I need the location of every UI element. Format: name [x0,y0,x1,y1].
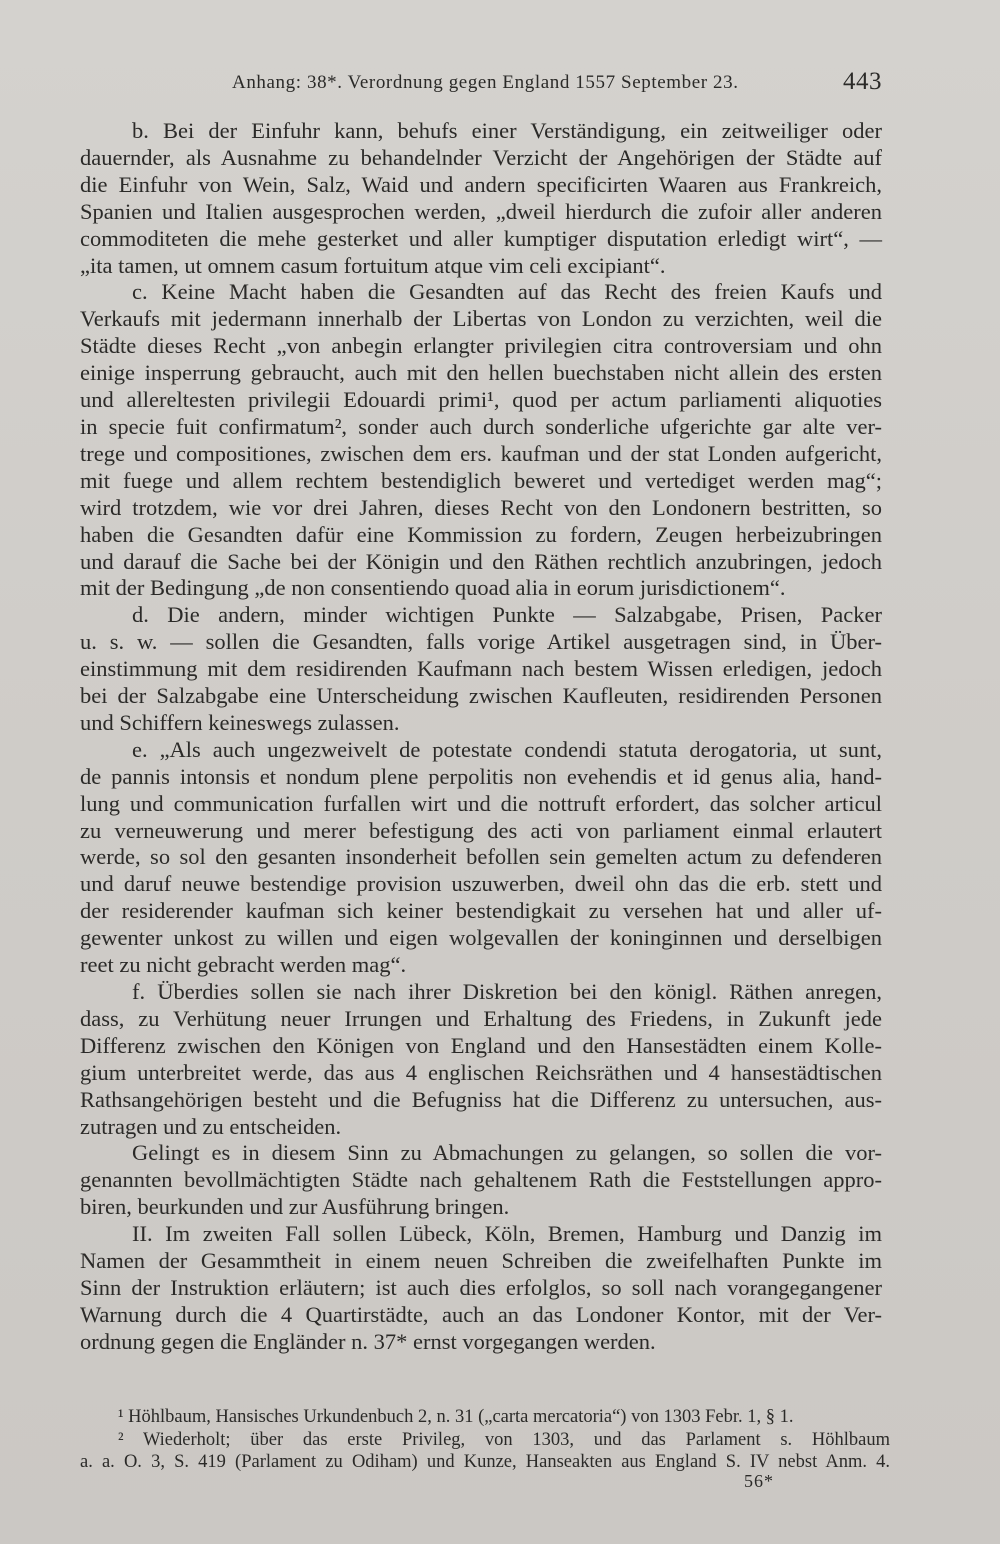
text-line: zu verneuwerung und merer befestigung des acti von parliament einmal erlautert [80,817,882,843]
text-line: und Schiffern keineswegs zulassen. [80,709,400,735]
paragraph-b [80,118,882,279]
text-line: werde, so sol den gesanten insonderheit befollen sein gemelten actum zu defenderen [80,844,882,870]
text-line: einstimmung mit dem residirenden Kaufmann nach bestem Wissen erledigen, jedoch [80,656,882,682]
paragraph-conclusion [80,1140,882,1221]
paragraph-e [80,737,882,979]
text-line: de pannis intonsis et nondum plene perpolitis non evehendis et id genus alia, hand- [80,763,882,789]
text-line: gium unterbreitet werde, das aus 4 englischen Reichsräthen und 4 hansestädtischen [80,1059,882,1085]
text-line: Gelingt es in diesem Sinn zu Abmachungen zu gelangen, so sollen die vor- [132,1140,882,1166]
text-line: e. „Als auch ungezweivelt de potestate condendi statuta derogatoria, ut sunt, [132,736,882,762]
text-line: haben die Gesandten dafür eine Kommission zu fordern, Zeugen herbeizubringen [80,521,882,547]
text-line: bei der Salzabgabe eine Unterscheidung zwischen Kaufleuten, residirenden Personen [80,683,882,709]
page-number: 443 [843,68,882,95]
text-line: Spanien und Italien ausgesprochen werden, „dweil hierdurch die zufoir aller anderen [80,198,882,224]
text-line: Städte dieses Recht „von anbegin erlangter privilegien citra controversiam und ohn [80,333,882,359]
text-line: und daruf neuwe bestendige provision uszuwerben, dweil ohn das die erb. stett und [80,871,882,897]
text-line: genannten bevollmächtigten Städte nach gehaltenem Rath die Feststellungen appro- [80,1167,882,1193]
text-line: ordnung gegen die Engländer n. 37* ernst vorgegangen werden. [80,1328,656,1354]
text-line: biren, beurkunden und zur Ausführung bringen. [80,1194,510,1220]
text-line: in specie fuit confirmatum², sonder auch durch sonderliche ufgerichte gar alte ver- [80,413,882,439]
text-line: trege und compositiones, zwischen dem ers. kaufman und der stat Londen aufgericht, [80,440,882,466]
text-line: wird trotzdem, wie vor drei Jahren, dieses Recht von den Londonern bestritten, so [80,494,882,520]
paragraph-d [80,602,882,737]
text-line: und darauf die Sache bei der Königin und den Räthen rechtlich anzubringen, jedoch [80,548,882,574]
footnote-line: a. a. O. 3, S. 419 (Parlament zu Odiham) und Kunze, Hanseakten aus England S. IV nebst Anm. 4. [80,1452,890,1472]
text-line: Sinn der Instruktion erläutern; ist auch dies erfolglos, so soll nach vorangegangener [80,1274,882,1300]
text-line: Rathsangehörigen besteht und die Befugniss hat die Differenz zu untersuchen, aus- [80,1086,882,1112]
paragraph-ii [80,1221,882,1356]
footnote-line: ² Wiederholt; über das erste Privileg, von 1303, und das Parlament s. Höhlbaum [118,1429,890,1450]
text-line: c. Keine Macht haben die Gesandten auf das Recht des freien Kaufs und [132,279,882,305]
footnote-1 [80,1406,890,1429]
text-line: II. Im zweiten Fall sollen Lübeck, Köln, Bremen, Hamburg und Danzig im [132,1221,882,1247]
running-head: Anhang: 38*. Verordnung gegen England 1557 September 23. [232,72,739,93]
text-line: b. Bei der Einfuhr kann, behufs einer Verständigung, ein zeitweiliger oder [132,118,882,143]
text-line: dauernder, als Ausnahme zu behandelnder Verzicht der Angehörigen der Städte auf [80,144,882,170]
text-line: commoditeten die mehe gesterket und aller kumptiger disputation erledigt wirt“, — [80,225,882,251]
paragraph-c [80,279,882,602]
text-line: mit fuege und allem rechtem bestendiglich beweret und vertediget werden mag“; [80,467,882,493]
text-line: der residerender kaufman sich keiner bestendigkait zu versehen hat und aller uf- [80,898,882,924]
text-line: gewenter unkost zu willen und eigen wolgevallen der koninginnen und derselbigen [80,925,882,951]
page-header [80,68,882,106]
text-line: reet zu nicht gebracht werden mag“. [80,952,407,978]
paragraph-f [80,979,882,1140]
footnotes [80,1406,890,1474]
main-text [80,118,882,1356]
text-line: d. Die andern, minder wichtigen Punkte — Salzabgabe, Prisen, Packer [132,602,882,628]
printer-signature: 56* [744,1471,774,1491]
text-line: zutragen und zu entscheiden. [80,1113,342,1139]
text-line: dass, zu Verhütung neuer Irrungen und Erhaltung des Friedens, in Zukunft jede [80,1005,882,1031]
text-line: Warnung durch die 4 Quartirstädte, auch an das Londoner Kontor, mit der Ver- [80,1301,882,1327]
text-line: u. s. w. — sollen die Gesandten, falls vorige Artikel ausgetragen sind, in Über- [80,629,882,655]
text-line: und allereltesten privilegii Edouardi primi¹, quod per actum parliamenti aliquoties [80,387,882,413]
text-line: einige insperrung gebraucht, auch mit den hellen buechstaben nicht allein des ersten [80,360,882,386]
text-line: mit der Bedingung „de non consentiendo quoad alia in eorum jurisdictionem“. [80,575,786,601]
footnote-2 [80,1429,890,1474]
text-line: f. Überdies sollen sie nach ihrer Diskretion bei den königl. Räthen anregen, [132,979,882,1004]
footnote-line: ¹ Höhlbaum, Hansisches Urkundenbuch 2, n. 31 („carta mercatoria“) von 1303 Febr. 1, § 1. [118,1407,794,1427]
text-line: Verkaufs mit jedermann innerhalb der Libertas von London zu verzichten, weil die [80,306,882,332]
text-line: Namen der Gesammtheit in einem neuen Schreiben die zweifelhaften Punkte im [80,1248,882,1274]
text-line: Differenz zwischen den Königen von England und den Hansestädten einem Kolle- [80,1032,882,1058]
text-line: lung und communication furfallen wirt und die nottruft erfordert, das solcher articul [80,790,882,816]
text-line: „ita tamen, ut omnem casum fortuitum atque vim celi excipiant“. [80,252,666,278]
text-line: die Einfuhr von Wein, Salz, Waid und andern specificirten Waaren aus Frankreich, [80,171,882,197]
